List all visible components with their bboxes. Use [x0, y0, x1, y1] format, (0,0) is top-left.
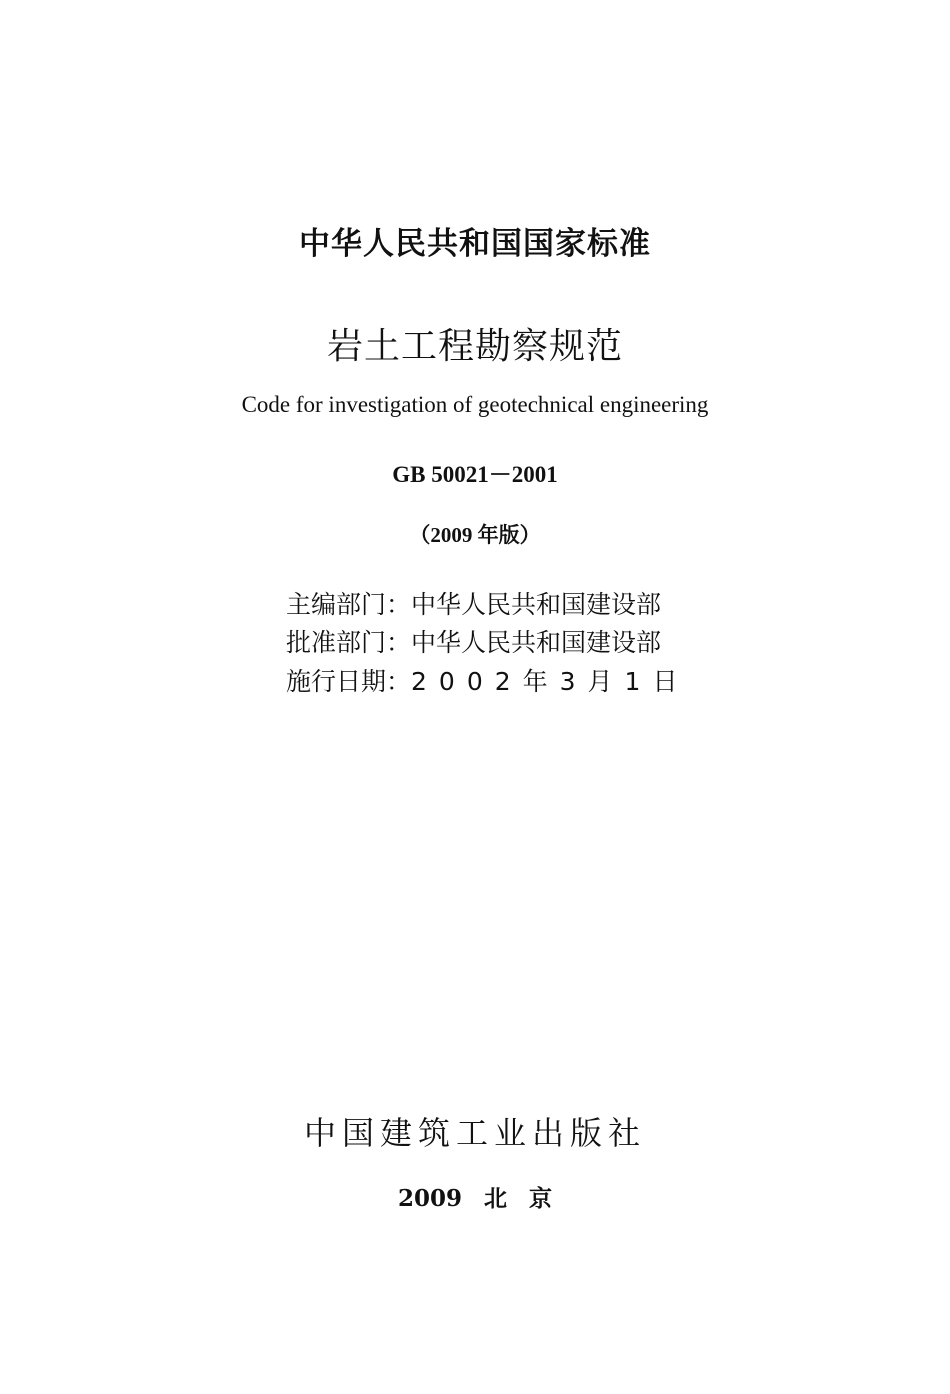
edition-label: （2009 年版） [409, 523, 541, 547]
meta-value: 2002年3月1日 [411, 667, 690, 696]
meta-approval-department [286, 623, 661, 659]
meta-label: 主编部门： [286, 590, 412, 619]
meta-label: 施行日期： [286, 667, 412, 696]
meta-value: 中华人民共和国建设部 [411, 590, 662, 619]
meta-value: 中华人民共和国建设部 [411, 628, 662, 657]
meta-editor-department [286, 585, 661, 621]
standard-type-heading: 中华人民共和国国家标准 [299, 226, 651, 262]
standard-code: GB 50021－2001 [392, 462, 558, 487]
meta-label: 批准部门： [286, 628, 412, 657]
publisher-name: 中国建筑工业出版社 [303, 1114, 646, 1152]
meta-effective-date [286, 662, 689, 698]
document-title-english: Code for investigation of geotechnical engineering [241, 392, 709, 417]
document-title-chinese: 岩土工程勘察规范 [326, 326, 623, 367]
publication-year-place: 2009 北 京 [397, 1185, 553, 1212]
